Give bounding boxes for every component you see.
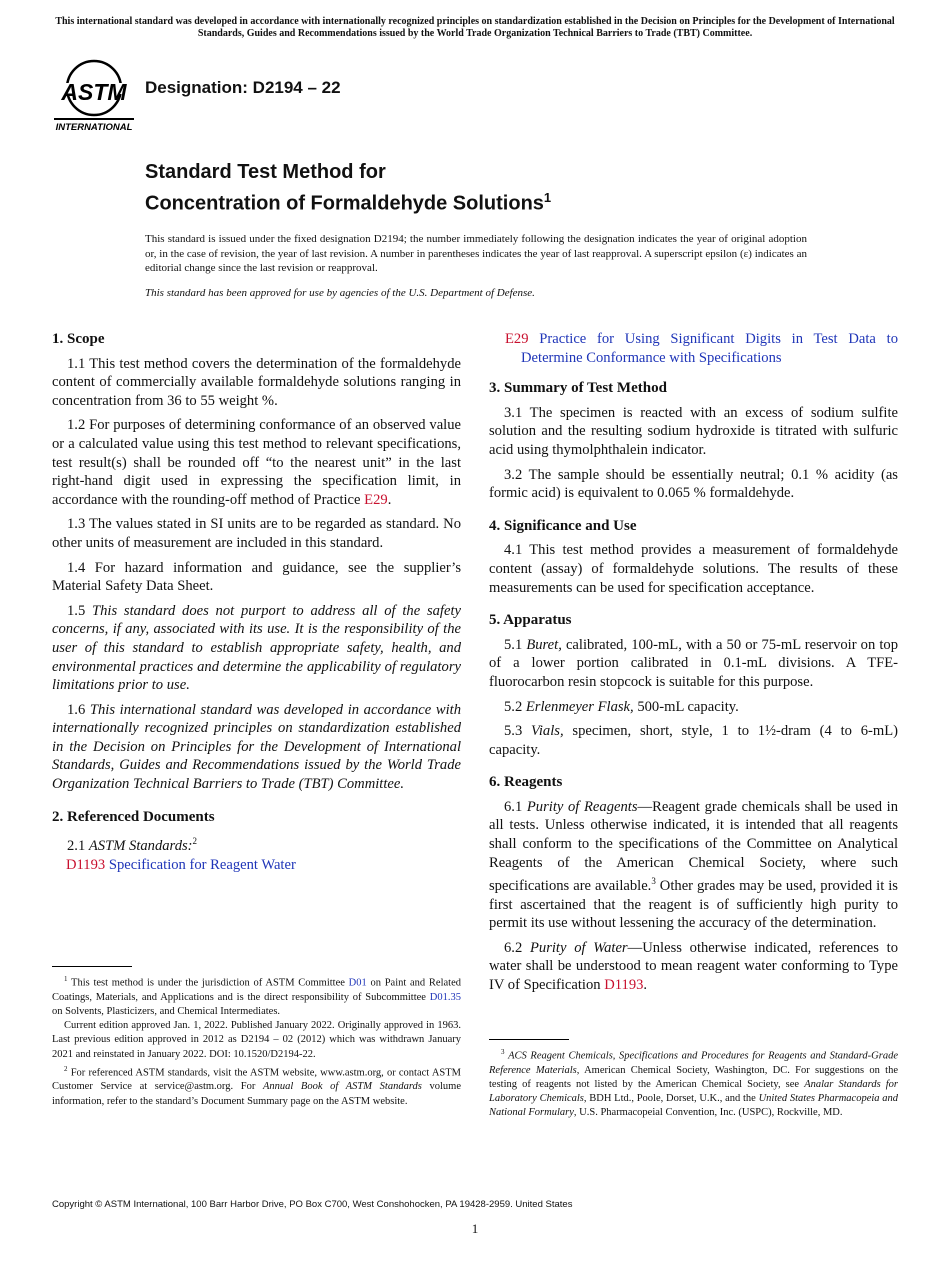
- fn3-italic-2: Analar Standards for Laboratory Chemicals: [489, 1078, 899, 1105]
- para-5-1-text: calibrated, 100-mL, with a 50 or 75-mL reservoir on top of a lower portion calibrated in 0.1-mL divisions. A TFE-fluorocarbon resin stopcock is suitable for this purpose.: [489, 636, 898, 690]
- footnote-1: [52, 972, 461, 1019]
- fn3-ref: 3: [651, 876, 656, 887]
- para-5-1: [489, 636, 898, 692]
- d01-link[interactable]: D01: [348, 977, 367, 989]
- para-1-6: [52, 701, 461, 794]
- para-1-4: 1.4 For hazard information and guidance, see the supplier’s Material Safety Data Sheet.: [52, 559, 461, 595]
- section-apparatus-heading: 5. Apparatus: [489, 612, 572, 629]
- section-refs-heading: 2. Referenced Documents: [52, 808, 215, 825]
- designation: Designation: D2194 – 22: [145, 78, 341, 97]
- para-5-2-text: 500-mL capacity.: [633, 698, 739, 715]
- d01-35-link[interactable]: D01.35: [429, 991, 461, 1003]
- fn1-text-a: This test method is under the jurisdiction of ASTM Committee: [67, 977, 349, 989]
- edition-note: Current edition approved Jan. 1, 2022. Published January 2022. Originally approved in 1963. Last previous edition approved in 2012 as D2194 – 02 (2012) which was withdrawn January 2021 and reinstated in January 2022. DOI: 10.1520/D2194-22.: [52, 1020, 461, 1060]
- para-6-1-text-a: —Reagent grade chemicals shall be used in all tests. Unless otherwise indicated, it is intended that all reagents shall conform to the specifications of the Committee on Analytical Reagents of the American Chemical Society, where such specifications are available.: [489, 798, 898, 895]
- para-2-1-num: 2.1: [67, 838, 89, 855]
- fn3-italic-1: ACS Reagent Chemicals, Specifications and Procedures for Reagents and Standard-Grade Reference Materials: [489, 1050, 899, 1076]
- footnote-rule-left: [52, 966, 132, 967]
- para-1-2: [52, 416, 461, 509]
- fn1-marker: 1: [64, 975, 68, 983]
- fn3-text-b: , BDH Ltd., Poole, Dorset, U.K., and the: [583, 1093, 759, 1105]
- fn3-text-c: , U.S. Pharmacopeial Convention, Inc. (USPC), Rockville, MD.: [573, 1107, 843, 1119]
- fn2-marker: 2: [64, 1064, 68, 1073]
- top-notice: This international standard was developed in accordance with internationally recognized principles on standardization established in the Decision on Principles for the Development of International Standards, Guides and Recommendations issued by the World Trade Organization Technical Barriers to Trade (TBT) Committee.: [55, 16, 895, 39]
- fn2-text-a: For referenced ASTM standards, visit the ASTM website, www.astm.org, or contact ASTM Customer Service at service@astm.org. For: [52, 1067, 461, 1093]
- buret-term: Buret,: [526, 636, 562, 653]
- fn2-italic: Annual Book of ASTM Standards: [262, 1081, 422, 1093]
- para-1-2-text: 1.2 For purposes of determining conformance of an observed value or a calculated value using this test method to relevant specifications, test result(s) shall be rounded off “to the nearest unit” in the last right-hand digit used in expressing the specification limit, in accordance with the rounding-off method of Practice: [52, 417, 461, 508]
- e29-link[interactable]: E29: [364, 491, 388, 508]
- e29-title-link[interactable]: Practice for Using Significant Digits in Test Data to Determine Conformance with Specifications: [521, 331, 898, 366]
- d1193-code-link[interactable]: D1193: [66, 856, 106, 873]
- para-1-1: 1.1 This test method covers the determination of the formaldehyde content of commercially available formaldehyde solutions ranging in concentration from 36 to 55 weight %.: [52, 355, 461, 409]
- fn1-text-b: on Paint and Related Coatings, Materials, and Applications and is the direct responsibility of Subcommittee: [52, 977, 461, 1003]
- para-5-3-num: 5.3: [504, 723, 532, 740]
- fn3-marker: 3: [501, 1048, 505, 1056]
- para-1-5-num: 1.5: [67, 602, 93, 619]
- para-1-2-end: .: [387, 491, 392, 508]
- para-6-1-num: 6.1: [504, 798, 527, 815]
- ref-e29: [489, 330, 898, 367]
- logo-name: INTERNATIONAL: [55, 122, 133, 132]
- astm-footnote-ref: 2: [192, 836, 198, 847]
- section-reagents-heading: 6. Reagents: [489, 774, 563, 791]
- para-6-1: [489, 798, 898, 933]
- para-1-5-text: This standard does not purport to address all of the safety concerns, if any, associated with its use. It is the responsibility of the user of this standard to establish appropriate safety, health, and environmental practices and determine the applicability of regulatory limitations prior to use.: [52, 602, 461, 694]
- copyright: Copyright © ASTM International, 100 Barr Harbor Drive, PO Box C700, West Conshohocken, PA 19428-2959. United States: [52, 1199, 573, 1210]
- astm-logo: [54, 56, 134, 132]
- para-5-3: [489, 722, 898, 759]
- para-6-2: [489, 939, 898, 995]
- fn3-italic-3: United States Pharmacopeia and National Formulary: [489, 1093, 898, 1119]
- fn2-text-b: volume information, refer to the standard’s Document Summary page on the ASTM website.: [52, 1081, 461, 1107]
- para-3-2: 3.2 The sample should be essentially neutral; 0.1 % acidity (as formic acid) is equivalent to 0.065 % formaldehyde.: [489, 466, 898, 502]
- ref-d1193: [52, 856, 461, 875]
- section-significance-heading: 4. Significance and Use: [489, 517, 637, 534]
- para-5-2-num: 5.2: [504, 698, 526, 715]
- section-summary-heading: 3. Summary of Test Method: [489, 380, 667, 397]
- title-footnote-ref: 1: [543, 190, 552, 205]
- title-line-2: [145, 185, 865, 217]
- para-1-6-text: This international standard was developed in accordance with internationally recognized principles on standardization established in the Decision on Principles for the Development of International Standards, Guides and Recommendations issued by the World Trade Organization Technical Barriers to Trade (TBT) Committee.: [52, 701, 462, 793]
- issued-statement: This standard is issued under the fixed designation D2194; the number immediately following the designation indicates the year of original adoption or, in the case of revision, the year of last revision. A number in parentheses indicates the year of last reapproval. A superscript epsilon (ε) indicates an editorial change since the last revision or reapproval.: [145, 233, 807, 274]
- para-5-3-text: specimen, short, style, 1 to 1½-dram (4 to 6-mL) capacity.: [489, 723, 899, 758]
- right-column: [489, 330, 898, 1001]
- logo-mark: ASTM: [61, 79, 127, 105]
- page-number: 1: [471, 1221, 479, 1236]
- d1193-link[interactable]: D1193: [604, 977, 644, 994]
- para-6-2-text: —Unless otherwise indicated, references to water shall be understood to mean reagent water conforming to Type IV of Specification: [489, 939, 899, 994]
- title-line-1: Standard Test Method for: [145, 161, 386, 183]
- flask-term: Erlenmeyer Flask,: [525, 698, 634, 715]
- dod-approval: This standard has been approved for use by agencies of the U.S. Department of Defense.: [145, 287, 535, 299]
- d1193-title-link[interactable]: Specification for Reagent Water: [108, 856, 296, 873]
- para-1-3: 1.3 The values stated in SI units are to be regarded as standard. No other units of measurement are included in this standard.: [52, 516, 461, 551]
- section-scope-heading: 1. Scope: [52, 331, 105, 347]
- purity-reagents-term: Purity of Reagents: [526, 798, 638, 815]
- footnote-rule-right: [489, 1039, 569, 1040]
- para-5-1-num: 5.1: [504, 636, 527, 653]
- para-6-1-text-b: Other grades may be used, provided it is first ascertained that the reagent is of sufficiently high purity to permit its use without lessening the accuracy of the determination.: [489, 878, 898, 932]
- fn3-text-a: , American Chemical Society, Washington, DC. For suggestions on the testing of reagents not listed by the American Chemical Society, see: [489, 1064, 898, 1090]
- e29-code-link[interactable]: E29: [505, 331, 529, 347]
- para-1-6-num: 1.6: [67, 701, 90, 718]
- para-3-1: 3.1 The specimen is reacted with an excess of sodium sulfite solution and the resulting sodium hydroxide is titrated with sulfuric acid using thymolphthalein indicator.: [489, 404, 898, 458]
- vials-term: Vials,: [531, 723, 564, 740]
- para-6-2-end: .: [643, 977, 648, 994]
- para-2-1: [52, 832, 461, 855]
- title-text: Concentration of Formaldehyde Solutions: [145, 192, 544, 215]
- para-1-5: [52, 602, 461, 695]
- footnote-3: [489, 1045, 898, 1121]
- footnote-2: [52, 1062, 461, 1109]
- document-title: [145, 160, 865, 217]
- left-column: [52, 330, 461, 880]
- footnotes-right: [489, 1045, 898, 1121]
- footnotes-left: [52, 972, 461, 1109]
- para-6-2-num: 6.2: [504, 939, 530, 956]
- astm-standards-label: ASTM Standards:: [88, 838, 193, 855]
- fn1-text-c: on Solvents, Plasticizers, and Chemical Intermediates.: [52, 1005, 281, 1017]
- para-4-1: 4.1 This test method provides a measurement of formaldehyde content (assay) of formaldehyde solutions. The results of these measurements can be used for specification acceptance.: [489, 542, 898, 596]
- para-5-2: [489, 698, 898, 717]
- purity-water-term: Purity of Water: [529, 939, 628, 956]
